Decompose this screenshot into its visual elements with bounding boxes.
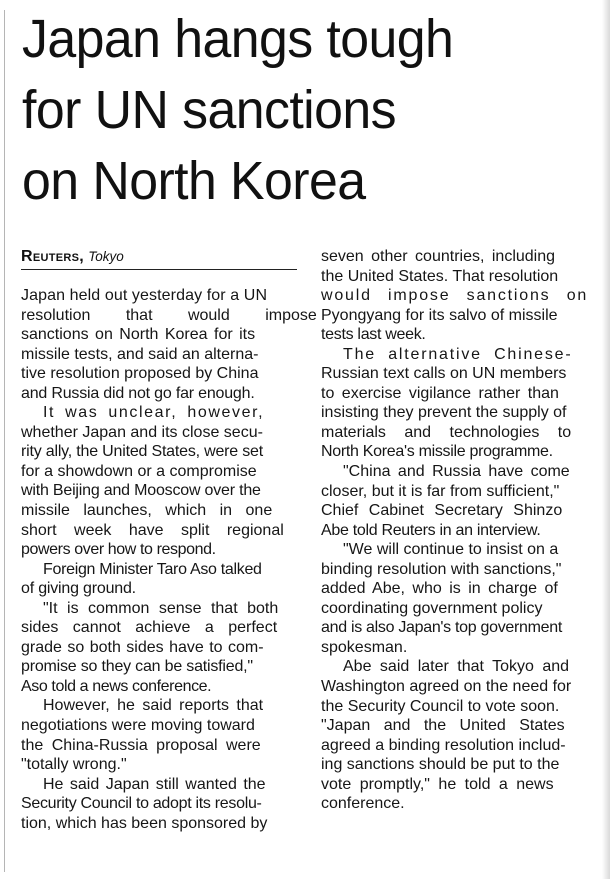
text-line: seven other countries, including (321, 248, 556, 265)
text-line: "Japan and the United States (321, 717, 565, 735)
text-line: Aso told a news conference. (21, 677, 212, 695)
text-line: of giving ground. (21, 580, 136, 598)
article-column-left (21, 286, 317, 833)
text-line: spokesman. (321, 638, 408, 656)
text-line: Chief Cabinet Secretary Shinzo (321, 502, 563, 520)
text-line: "China and Russia have come (343, 463, 570, 481)
text-line: North Korea's missile programme. (321, 443, 553, 461)
text-line: binding resolution with sanctions," (321, 560, 562, 578)
text-line: Pyongyang for its salvo of missile (321, 306, 558, 324)
article-headline (22, 4, 584, 217)
text-line: grade so both sides have to com- (21, 638, 264, 656)
byline-agency: Reuters, (21, 248, 85, 265)
text-line: vote promptly," he told a news (321, 775, 554, 793)
text-line: promise so they can be satisfied," (21, 658, 253, 676)
text-line: "We will continue to insist on a (343, 541, 559, 559)
text-line: rity ally, the United States, were set (21, 443, 263, 461)
text-line: whether Japan and its close secu- (21, 423, 263, 441)
text-line: Russian text calls on UN members (321, 365, 567, 383)
text-line: missile tests, and said an alterna- (21, 345, 259, 363)
byline-location: Tokyo (88, 249, 124, 264)
text-line: materials and technologies to (321, 423, 572, 441)
text-line: closer, but it is far from sufficient," (321, 482, 560, 500)
text-line: However, he said reports that (43, 697, 264, 715)
text-line: and Russia did not go far enough. (21, 384, 255, 402)
text-line: to exercise vigilance rather than (321, 384, 559, 402)
text-line: conference. (321, 795, 405, 813)
text-line: powers over how to respond. (21, 541, 216, 559)
text-line: added Abe, who is in charge of (321, 580, 558, 598)
headline-line: on North Korea (22, 151, 366, 211)
text-line: Abe told Reuters in an interview. (321, 521, 541, 539)
text-line: Security Council to adopt its resolu- (21, 795, 262, 813)
text-line: Washington agreed on the need for (321, 678, 572, 696)
article-byline (21, 247, 297, 270)
clipping-right-edge (602, 0, 610, 879)
text-line: It was unclear, however, (43, 404, 265, 422)
text-line: the China-Russia proposal were (21, 736, 261, 754)
text-line: the Security Council to vote soon. (321, 697, 560, 715)
text-line: negotiations were moving toward (21, 717, 255, 735)
text-line: short week have split regional (21, 521, 284, 539)
headline-line: Japan hangs tough (22, 9, 454, 69)
text-line: the United States. That resolution (321, 267, 559, 285)
text-line: tests last week. (321, 326, 426, 344)
text-line: Foreign Minister Taro Aso talked (43, 560, 262, 578)
text-line: agreed a binding resolution includ- (321, 736, 566, 754)
clipping-left-edge (4, 10, 5, 872)
text-line: tion, which has been sponsored by (21, 814, 268, 832)
text-line: He said Japan still wanted the (43, 775, 266, 793)
text-line: Japan held out yesterday for a UN (21, 287, 268, 304)
text-line: ing sanctions should be put to the (321, 756, 560, 774)
headline-line: for UN sanctions (22, 80, 396, 140)
text-line: "totally wrong." (21, 756, 127, 774)
text-line: missile launches, which in one (21, 502, 273, 520)
text-line: insisting they prevent the supply of (321, 404, 567, 422)
text-line: sanctions on North Korea for its (21, 326, 256, 344)
text-line: would impose sanctions on (321, 287, 589, 305)
text-line: sides cannot achieve a perfect (21, 619, 278, 637)
text-line: The alternative Chinese- (343, 345, 573, 363)
text-line: resolution that would impose (21, 306, 317, 324)
text-line: "It is common sense that both (43, 599, 279, 617)
text-line: for a showdown or a compromise (21, 462, 257, 480)
text-line: and is also Japan's top government (321, 619, 563, 637)
text-line: Abe said later that Tokyo and (343, 658, 570, 676)
article-column-right (321, 247, 601, 814)
text-line: with Beijing and Mooscow over the (21, 482, 261, 500)
text-line: coordinating government policy (321, 599, 543, 617)
text-line: tive resolution proposed by China (21, 365, 259, 383)
